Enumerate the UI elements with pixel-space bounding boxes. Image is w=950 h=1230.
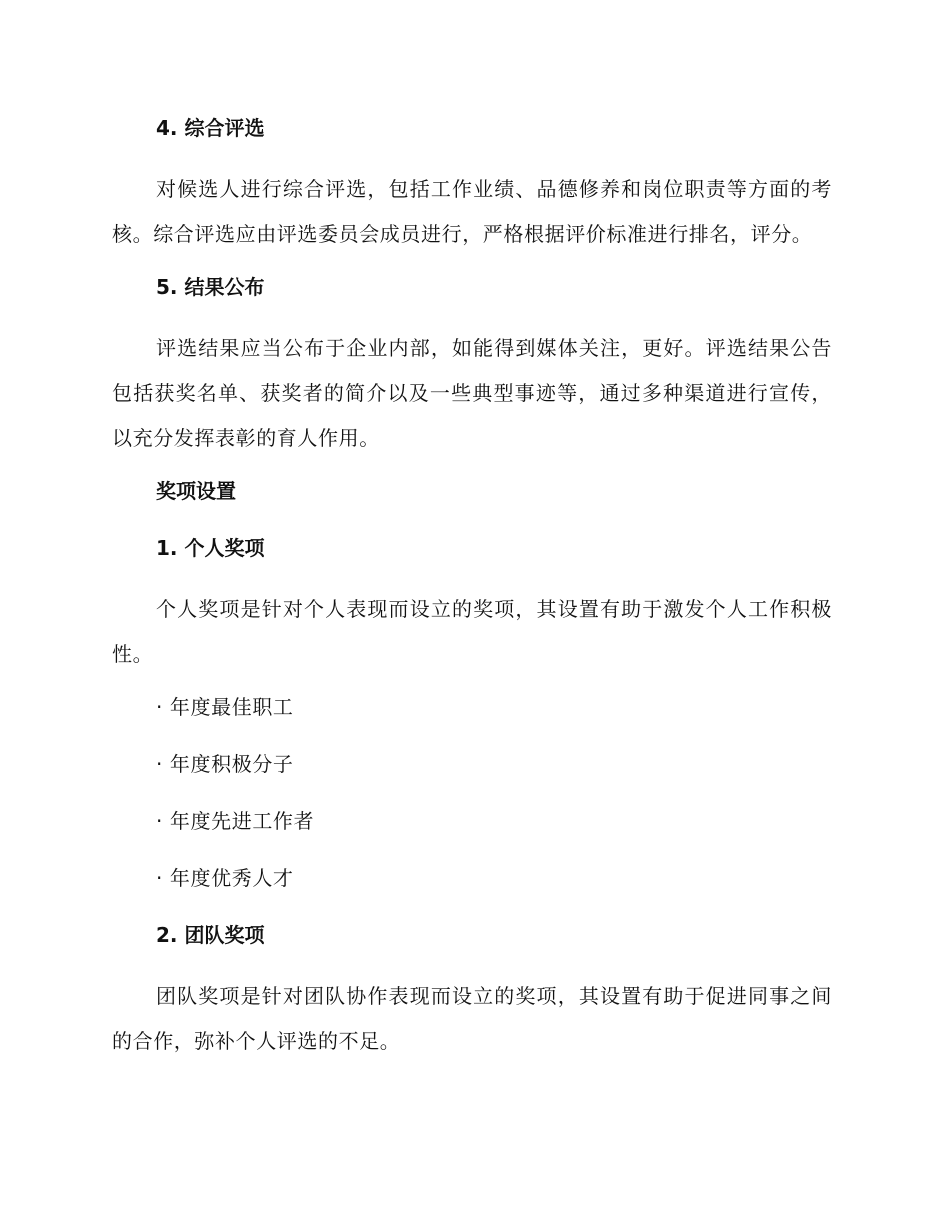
section-heading-award-settings: 奖项设置 — [156, 479, 236, 503]
list-item-best-employee: · 年度最佳职工 — [156, 695, 294, 719]
paragraph-individual-awards: 个人奖项是针对个人表现而设立的奖项，其设置有助于激发个人工作积极性。 — [112, 597, 832, 666]
list-item-excellent-talent: · 年度优秀人才 — [156, 866, 294, 890]
section-heading-team-awards: 2. 团队奖项 — [156, 923, 265, 947]
section-heading-comprehensive-selection: 4. 综合评选 — [156, 116, 265, 140]
paragraph-result-announcement: 评选结果应当公布于企业内部，如能得到媒体关注，更好。评选结果公告包括获奖名单、获奖者的简介以及一些典型事迹等，通过多种渠道进行宣传，以充分发挥表彰的育人作用。 — [112, 336, 832, 450]
document-body — [112, 110, 832, 1076]
section-heading-result-announcement: 5. 结果公布 — [156, 275, 265, 299]
list-item-advanced-worker: · 年度先进工作者 — [156, 809, 315, 833]
section-heading-individual-awards: 1. 个人奖项 — [156, 536, 265, 560]
list-item-active-member: · 年度积极分子 — [156, 752, 294, 776]
paragraph-comprehensive-selection: 对候选人进行综合评选，包括工作业绩、品德修养和岗位职责等方面的考核。综合评选应由评选委员会成员进行，严格根据评价标准进行排名，评分。 — [112, 177, 832, 246]
paragraph-team-awards: 团队奖项是针对团队协作表现而设立的奖项，其设置有助于促进同事之间的合作，弥补个人评选的不足。 — [112, 984, 832, 1053]
